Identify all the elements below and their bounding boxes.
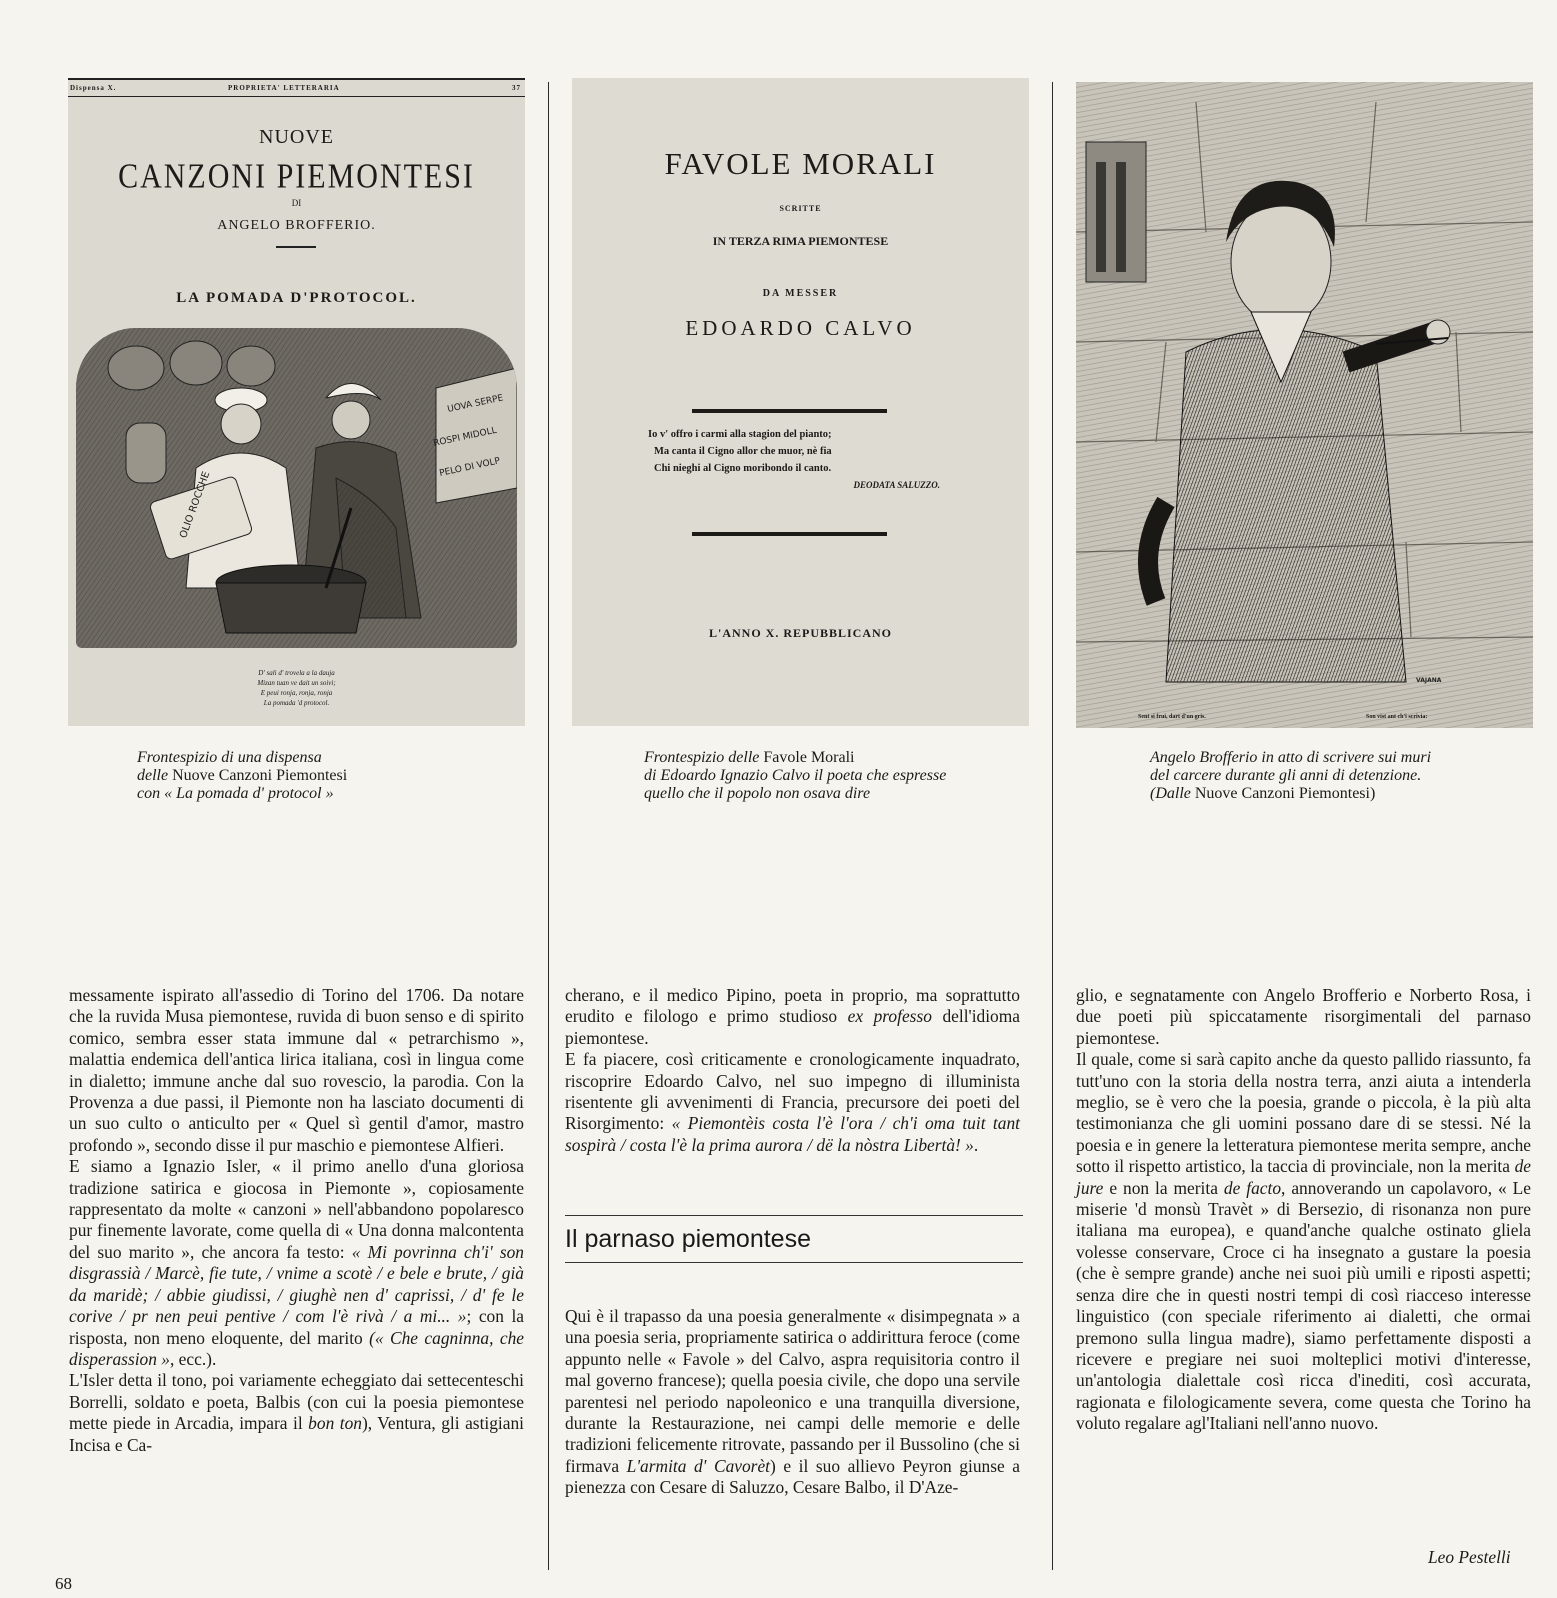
favole-year: L'ANNO X. REPUBBLICANO (708, 626, 892, 640)
favole-author: EDOARDO CALVO (685, 316, 916, 340)
text-run-italic: de jure (1076, 1156, 1531, 1198)
header-left: Dispensa X. (70, 84, 117, 92)
favole-da-messer: DA MESSER (762, 288, 839, 299)
title-separator (276, 246, 316, 248)
text-run: ; con la risposta, non meno eloquente, del marito (69, 1306, 524, 1348)
text-run-italic: de facto (1223, 1177, 1282, 1198)
paragraph (69, 1156, 524, 1370)
text-run: , ecc.). (169, 1348, 217, 1369)
paragraph (69, 1370, 524, 1456)
caption-line: del carcere durante gli anni di detenzione. (1150, 767, 1422, 784)
title-line-1: NUOVE (259, 126, 334, 148)
title-song: LA POMADA D'PROTOCOL. (176, 290, 417, 306)
caption-line (644, 749, 1034, 767)
caption-fragment: Nuove Canzoni Piemontesi (172, 767, 348, 784)
favole-scritte: SCRITTE (779, 204, 822, 213)
text-run-italic: (« Che cagninna, che disperassion » (69, 1327, 525, 1369)
header-right: 37 (512, 84, 521, 92)
article-column-2 (565, 985, 1020, 1156)
article-column-1 (69, 985, 524, 1456)
caption-line: di Edoardo Ignazio Calvo il poeta che espresse (644, 767, 947, 784)
verse-author: DEODATA SALUZZO. (853, 480, 940, 490)
caption-fragment: Nuove Canzoni Piemontesi) (1194, 785, 1376, 802)
paragraph (565, 1306, 1020, 1499)
text-run: ) e il suo allievo Peyron giunse a pienezza con Cesare di Saluzzo, Cesare Balbo, il D'Aze- (565, 1455, 1020, 1498)
caption-fragment: (Dalle (1150, 785, 1191, 802)
paragraph: glio, e segnatamente con Angelo Brofferio e Norberto Rosa, i due poeti più spiccatamente risorgimentali del parnaso piemontese. (1076, 985, 1531, 1048)
verse-line: Chi nieghi al Cigno moribondo il canto. (654, 463, 832, 474)
text-run: ), Ventura, gli astigiani Incisa e Ca- (69, 1413, 525, 1455)
column-rule-right (1052, 82, 1053, 1570)
column-rule-left (548, 82, 549, 1570)
portrait-engraving (1076, 82, 1533, 728)
text-run-italic: L'armita d' Cavorèt (626, 1455, 770, 1476)
verse-line: Io v' offro i carmi alla stagion del pianto; (648, 429, 832, 440)
caption-figure-1 (137, 749, 467, 803)
caption-line (1150, 785, 1530, 803)
caption-fragment: Frontespizio delle (644, 749, 760, 766)
portrait-caption-left: Sent si frui, dart d'un gris. (1138, 714, 1206, 720)
title-line-3: DI (291, 198, 302, 208)
engraving-verse (68, 668, 525, 708)
paragraph: messamente ispirato all'assedio di Torino del 1706. Da notare che la ruvida Musa piemontese, ruvida di buon senso e di spirito comico, sembra esser stata immune dal « petrarchismo », malattia endemica dell'antica lirica italiana, così in lingua come in dialetto; immune anche dal suo rovescio, la parodia. Con la Provenza a due passi, il Piemonte non ha lasciato documenti di un suo culto o anticulto per « Quel sì gentil d'amor, mastro profondo », secondo disse il pur maschio e piemontese Alfieri. (69, 985, 524, 1155)
page-number: 68 (55, 1574, 72, 1593)
title-line-2: CANZONI PIEMONTESI (118, 157, 475, 196)
caption-line: Angelo Brofferio in atto di scrivere sui muri (1150, 749, 1432, 766)
heading-rule-top (565, 1215, 1023, 1216)
text-run: L'Isler detta il tono, poi variamente echeggiato dai settecenteschi Borrelli, soldato e poeta, Balbis (con cui la poesia piemontese mette piede in Arcadia, impara il (69, 1370, 524, 1434)
favole-rule-top (692, 409, 887, 413)
engraver-signature: VAJANA (1416, 677, 1442, 684)
caption-line: con « La pomada d' protocol » (137, 785, 334, 802)
text-run: E fa piacere, così criticamente e cronologicamente inquadrato, riscoprire Edoardo Calvo, nel suo impegno di illuminista risentente gli avvenimenti di Francia, precursore dei poeti del Risorgimento: (565, 1049, 1020, 1134)
text-run: e non la merita (1109, 1177, 1218, 1198)
figure-header (68, 78, 525, 97)
text-run: . (973, 1134, 979, 1155)
paragraph (565, 985, 1020, 1049)
sign-label-3: PELO DI VOLP (438, 456, 502, 479)
heading-rule-bottom (565, 1262, 1023, 1263)
caption-fragment: Favole Morali (763, 749, 855, 766)
verse-line: La pomada 'd protocol. (263, 699, 330, 707)
caption-line: quello che il popolo non osava dire (644, 785, 871, 802)
sign-label-1: UOVA SERPE (446, 393, 505, 415)
favole-title: FAVOLE MORALI (664, 146, 937, 181)
engraving-illustration (76, 328, 517, 648)
figure-favole-frontispiece (572, 78, 1029, 726)
portrait-caption-right: Son vist ant ch'i scrivia: (1366, 714, 1428, 720)
text-run: Il quale, come si sarà capito anche da questo pallido riassunto, fa tutt'uno con la storia della nostra terra, anzi aiuta a intenderla meglio, se è vero che la poesia, grande o piccola, è la più alta testimonianza che gli uomini possano dare di se stessi. Né la poesia e in genere la letteratura piemontese merita sempre, anche sotto il rispetto artistico, la taccia di provinciale, non la merita (1076, 1049, 1531, 1177)
sign-label-4: OLIO ROCCHE (178, 470, 213, 540)
verse-line: Ma canta il Cigno allor che muor, nè fia (654, 446, 832, 457)
section-heading: Il parnaso piemontese (565, 1225, 811, 1253)
verse-line: D' sali d' trovela a la dauja (258, 669, 335, 677)
verse-line: Mizan tuan ve dait un soivi; (257, 679, 336, 687)
favole-rule-bottom (692, 532, 887, 536)
text-run-italic: bon ton (308, 1413, 362, 1434)
text-run: Qui è il trapasso da una poesia generalmente « disimpegnata » a una poesia seria, propriamente satirica o addirittura feroce (come appunto nelle « Favole » del Calvo, aspra requisitoria contro il mal governo francese); quella poesia civile, che dopo una servile parentesi nel periodo napoleonico e una tranquilla diversione, durante la Restaurazione, nei campi delle memorie e delle tradizioni felicemente ritrovate, passando per il Bussolino (che si firmava (565, 1306, 1020, 1476)
paragraph (565, 1049, 1020, 1156)
text-run-italic: ex professo (847, 1006, 932, 1027)
engraving-drawing (76, 328, 517, 648)
verse-line: E peui ronja, ronja, ronja (260, 689, 333, 697)
caption-line: Frontespizio di una dispensa (137, 749, 322, 766)
caption-line (137, 767, 467, 785)
favole-verse (648, 426, 948, 494)
text-run: E siamo a Ignazio Isler, « il primo anello d'una gloriosa tradizione satirica e giocosa in Piemonte », copiosamente rappresentato da molte « canzoni » nell'abbandono popolaresco pur finemente lavorate, come quella di « Una donna malcontenta del suo marito », che ancora fa testo: (69, 1156, 524, 1262)
caption-fragment: delle (137, 767, 169, 784)
sign-label-2: ROSPI MIDOLL (432, 425, 498, 449)
favole-terza-rima: IN TERZA RIMA PIEMONTESE (712, 234, 889, 248)
caption-figure-3 (1150, 749, 1530, 803)
text-run-italic: « Mi povrinna ch'i' son disgrassià / Marcè, fie tute, / vnime a scotè / e bele e brute, / già da maridè; / abbie giudissi, / giughè nen d' caprissi, / d' fe le corive / pr nen peui pentive / com l'è rivà / a mi... » (69, 1241, 524, 1327)
article-column-3 (1076, 985, 1531, 1435)
figure-brofferio-portrait (1076, 82, 1533, 728)
article-column-2-lower (565, 1306, 1020, 1499)
paragraph (1076, 1049, 1531, 1434)
author-signature: Leo Pestelli (1428, 1547, 1511, 1567)
text-run-italic: « Piemontèis costa l'è l'ora / ch'i oma tuit tant sospirà / costa l'è la prima aurora / dë la nòstra Libertà! » (565, 1113, 1020, 1155)
title-author: ANGELO BROFFERIO. (217, 218, 376, 233)
text-run: dell'idioma piemontese. (565, 1006, 1020, 1048)
text-run: , annoverando un capolavoro, « Le miserie 'd monsù Travèt » di Bersezio, di risonanza non pure italiana ma europea), e quand'anche qualche ostinato gliela volesse conservare, Croce ci ha insegnato a gustare la poesia (che è sempre grande) anche nei suoi più umili e riposti aspetti; senza dire che in questi nostri tempi di così riacceso interesse linguistico (con speciale riferimento ai dialetti, che ormai premono sulla lingua madre), siamo perfettamente disposti a ricevere e pregiare nei suoi molteplici motivi d'interesse, un'antologia dialettale così ricca d'inediti, così accurata, ragionata e filologicamente severa, come questa che Torino ha voluto regalare agl'Italiani nell'anno nuovo. (1076, 1177, 1531, 1434)
text-run: cherano, e il medico Pipino, poeta in proprio, ma soprattutto erudito e filologo e primo studioso (565, 985, 1020, 1027)
header-center: PROPRIETA' LETTERARIA (228, 84, 340, 92)
caption-figure-2 (644, 749, 1034, 803)
figure-canzoni-frontispiece (68, 78, 525, 726)
